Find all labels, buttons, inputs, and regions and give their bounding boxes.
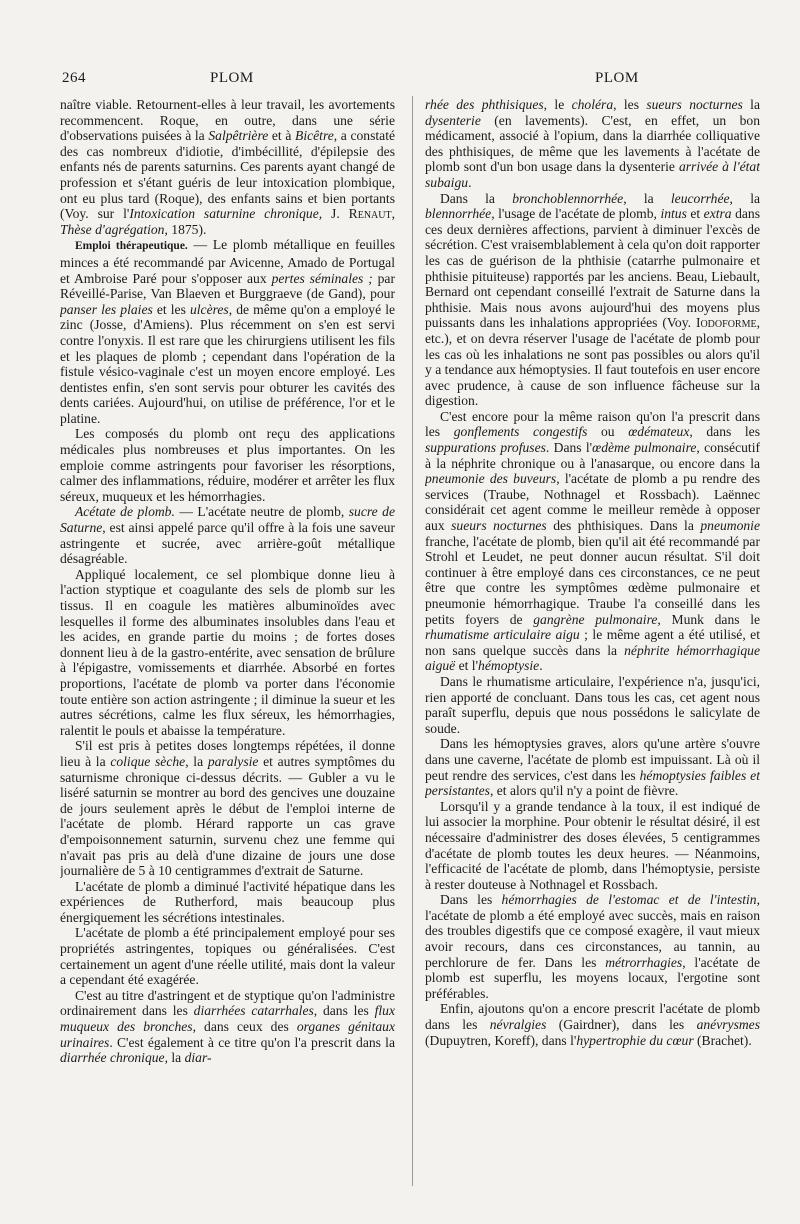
paragraph: Dans la bronchoblennorrhée, la leucorrhée, la blennorrhée, l'usage de l'acétate de plomb, intus et extra dans ces deux dernières affections, parvient à diminuer l'excès de sécrétion. C'est vraisemblablement à cela qu'on doit rapporter les cas de guérison de la phthisie (catarrhe pulmonaire et phthisie pituiteuse) rapportés par les anciens. Beau, Liebault, Bernard ont cependant conseillé l'extrait de Saturne dans la phthisie. Mais nous avons aujourd'hui des moyens plus puissants dans les inhalations appropriées (Voy. Iodoforme, etc.), et on devra réserver l'usage de l'acétate de plomb pour les cas où les inhalations ne sont pas possibles ou alors qu'il y a tendance aux hémoptysies. Il faut toutefois en user encore avec prudence, à cause de son influence fâcheuse sur la digestion. [425,190,760,409]
column-divider [412,96,413,1186]
paragraph: S'il est pris à petites doses longtemps répétées, il donne lieu à la colique sèche, la paralysie et autres symptômes du saturnisme chronique ci-dessus décrits. — Gubler a vu le liséré saturnin se montrer au bord des gencives une douzaine de jours seulement après le début de l'emploi interne de l'acétate de plomb. Hérard rapporte un cas grave d'empoisonnement saturnin, survenu chez une femme qui n'avait pas pris au delà d'une dizaine de jours une dose journalière de 5 à 10 centigrammes d'extrait de Saturne. [60,738,395,879]
paragraph: Dans les hémoptysies graves, alors qu'une artère s'ouvre dans une caverne, l'acétate de plomb est impuissant. Là où il peut rendre des services, c'est dans les hémoptysies faibles et persistantes, et alors qu'il n'y a point de fièvre. [425,736,760,799]
paragraph: Enfin, ajoutons qu'on a encore prescrit l'acétate de plomb dans les névralgies (Gairdner), dans les anévrysmes (Dupuytren, Koreff), dans l'hypertrophie du cœur (Brachet). [425,1001,760,1048]
paragraph: Dans les hémorrhagies de l'estomac et de l'intestin, l'acétate de plomb a été employé avec succès, mais en raison des troubles digestifs que ce composé exagère, il vaut mieux avoir recours, dans ces circonstances, au tannin, au perchlorure de fer. Dans les métrorrhagies, l'acétate de plomb est superflu, les moyens locaux, l'ergotine sont préférables. [425,892,760,1001]
paragraph: Les composés du plomb ont reçu des applications médicales plus nombreuses et plus importantes. On les emploie comme astringents pour favoriser les résorptions, calmer des inflammations, réduire, modérer et arrêter les flux séreux, muqueux et les hémorrhagies. [60,426,395,504]
paragraph: naître viable. Retournent-elles à leur travail, les avortements recommencent. Roque, en outre, dans une série d'observations puisées à la Salpêtrière et à Bicêtre, a constaté des cas nombreux d'idiotie, d'imbécillité, d'épilepsie des enfants nés de parents saturnins. Ces parents ayant changé de profession et s'étant guéris de leur intoxication plombique, ont eu plus tard (Roque), des enfants sains et bien portants (Voy. sur l'Intoxication saturnine chronique, J. Renaut, Thèse d'agrégation, 1875). [60,97,395,237]
left-column [60,97,395,1217]
paragraph: Appliqué localement, ce sel plombique donne lieu à l'action styptique et coagulante des sels de plomb sur les tissus. Il en coagule les matières albuminoïdes avec lesquelles il forme des albuminates insolubles dans l'eau et les acides, en grande partie du moins ; de fortes doses donnent lieu à de la gastro-entérite, avec sensation de brûlure à l'épigastre, vomissements et diarrhée. Absorbé en fortes proportions, l'acétate de plomb va porter dans l'économie toute entière son action astringente ; il diminue la sueur et les autres sécrétions, calme les flux séreux, les hémorrhagies, ralentit le pouls et abaisse la température. [60,566,395,738]
paragraph-therapeutic-use: Emploi thérapeutique. — Le plomb métallique en feuilles minces a été recommandé par Avicenne, Amado de Portugal et Ambroise Paré pour s'opposer aux pertes séminales ; par Réveillé-Parise, Van Blaeven et Burggraeve (de Gand), pour panser les plaies et les ulcères, de même qu'on a employé le zinc (Josse, d'Amiens). Plus récemment on s'en est servi contre l'onyxis. Il est rare que les chirurgiens utilisent les fils et les plaques de plomb ; cependant dans l'opération de la fistule vésico-vaginale c'est un moyen encore employé. Les dentistes enfin, s'en sont servis pour obturer les cavités des dents cariées. Aujourd'hui, on utilise de préférence, l'or et le platine. [60,237,395,426]
right-column [425,97,760,1217]
paragraph: Lorsqu'il y a grande tendance à la toux, il est indiqué de lui associer la morphine. Pour obtenir le résultat désiré, il est nécessaire d'administrer des doses élevées, 5 centigrammes d'acétate de plomb toutes les deux heures. — Néanmoins, l'efficacité de l'acétate de plomb, dans l'hémoptysie, persiste à rester douteuse à Nothnagel et Rossbach. [425,798,760,892]
page-header [0,70,800,92]
running-head-right: PLOM [595,70,639,86]
paragraph: L'acétate de plomb a été principalement employé pour ses propriétés astringentes, topiques ou généralisées. C'est certainement un agent d'une réelle utilité, mais dont la valeur a cependant été exagérée. [60,925,395,988]
running-head-left: PLOM [210,70,254,86]
paragraph: C'est au titre d'astringent et de styptique qu'on l'administre ordinairement dans les diarrhées catarrhales, dans les flux muqueux des bronches, dans ceux des organes génitaux urinaires. C'est également à ce titre qu'on l'a prescrit dans la diarrhée chronique, la diar- [60,987,395,1066]
paragraph: C'est encore pour la même raison qu'on l'a prescrit dans les gonflements congestifs ou œdémateux, dans les suppurations profuses. Dans l'œdème pulmonaire, consécutif à la néphrite chronique ou à l'anasarque, ou encore dans la pneumonie des buveurs, l'acétate de plomb a pu rendre des services (Traube, Nothnagel et Rossbach). Laënnec considérait cet agent comme le meilleur remède à opposer aux sueurs nocturnes des phthisiques. Dans la pneumonie franche, l'acétate de plomb, bien qu'il ait été recommandé par Strohl et Leudet, ne peut donner aucun résultat. S'il doit continuer à être employé dans ces circonstances, ce ne peut être que contre les symptômes œdème pulmonaire et pneumonie hémorrhagique. Traube l'a conseillé dans les petits foyers de gangrène pulmonaire, Munk dans le rhumatisme articulaire aigu ; le même agent a été utilisé, et non sans quelque succès dans la néphrite hémorrhagique aiguë et l'hémoptysie. [425,408,760,674]
paragraph: Dans le rhumatisme articulaire, l'expérience n'a, jusqu'ici, rien apporté de concluant. Dans tous les cas, cet agent nous paraît superflu, depuis que nous possédons le salicylate de soude. [425,673,760,736]
page-number: 264 [62,70,86,86]
paragraph: rhée des phthisiques, le choléra, les sueurs nocturnes la dysenterie (en lavements). C'est, en effet, un bon médicament, associé à l'opium, dans la diarrhée colliquative des phthisiques, de même que les lavements à l'acétate de plomb sont d'un bon usage dans la dysenterie arrivée à l'état subaigu. [425,97,760,190]
paragraph-lead-acetate: Acétate de plomb. — L'acétate neutre de plomb, sucre de Saturne, est ainsi appelé parce qu'il offre à la fois une saveur astringente et sucrée, avec arrière-goût métallique désagréable. [60,504,395,567]
paragraph: L'acétate de plomb a diminué l'activité hépatique dans les expériences de Rutherford, mais beaucoup plus énergiquement les sécrétions intestinales. [60,878,395,925]
